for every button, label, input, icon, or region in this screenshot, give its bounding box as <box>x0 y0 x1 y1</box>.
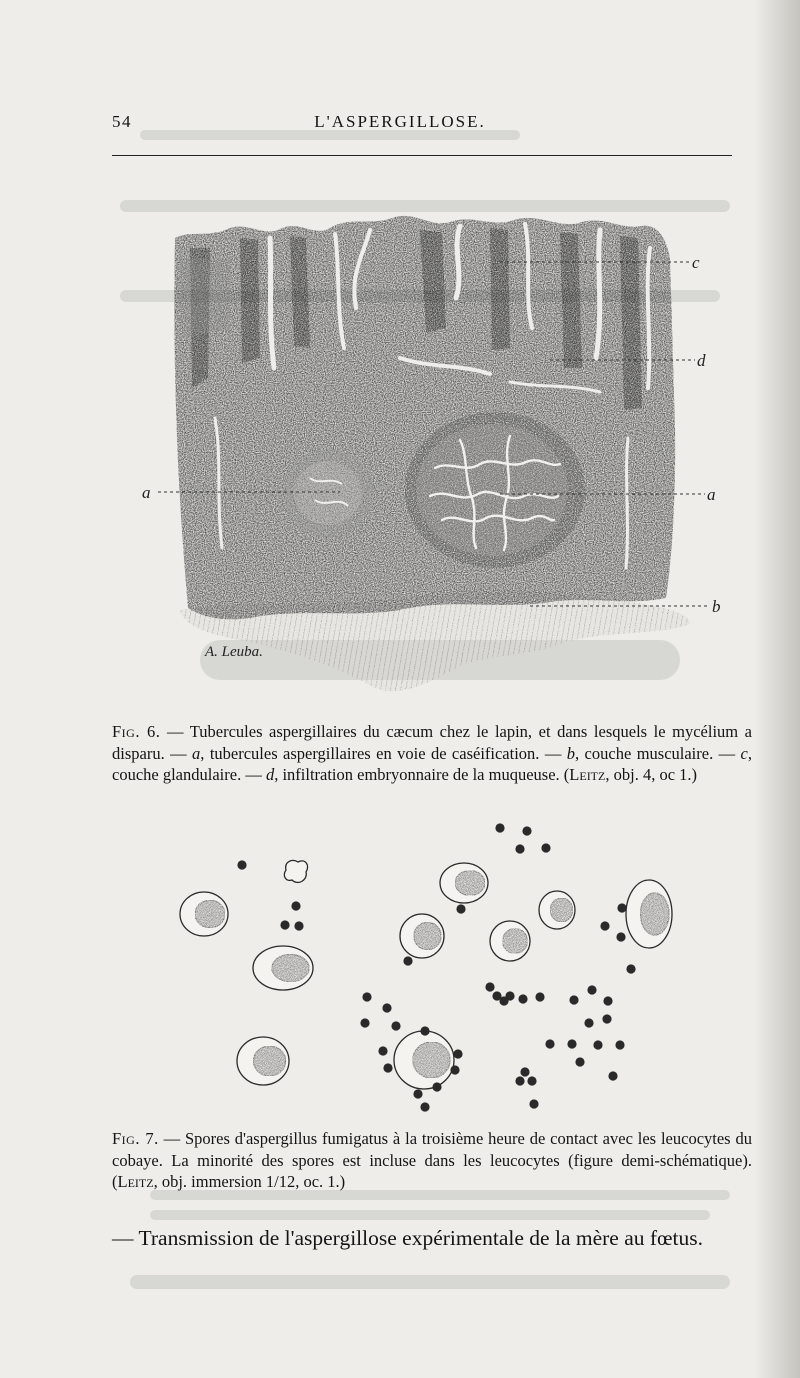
running-title: L'ASPERGILLOSE. <box>314 112 486 131</box>
spore <box>291 901 300 910</box>
leucocyte <box>237 1037 289 1085</box>
spore <box>616 932 625 941</box>
spore <box>294 921 303 930</box>
page-edge-shadow <box>754 0 800 1378</box>
spore <box>587 985 596 994</box>
spore <box>603 996 612 1005</box>
leucocyte <box>180 892 228 936</box>
spore <box>584 1018 593 1027</box>
fig6-label-a-left: a <box>142 483 151 502</box>
spore <box>593 1040 602 1049</box>
figure-7-illustration <box>160 818 720 1123</box>
spore <box>391 1021 400 1030</box>
leucocyte <box>440 863 488 903</box>
spore <box>499 996 508 1005</box>
spore <box>456 904 465 913</box>
spore <box>529 1099 538 1108</box>
leucocyte <box>490 921 530 961</box>
spore <box>535 992 544 1001</box>
spore <box>403 956 412 965</box>
figure-6-illustration <box>130 178 740 718</box>
empty-membrane <box>284 860 307 882</box>
spore <box>382 1003 391 1012</box>
figure-7-caption: Fig. 7. — Spores d'aspergillus fumigatus à la troisième heure de contact avec les leucocytes du cobaye. La minorité des spores est incluse dans les leucocytes (figure demi-schématique). (Leitz, obj. immersion 1/12, oc. 1.) <box>112 1129 752 1191</box>
fig6-label-b: b <box>712 597 721 616</box>
spore <box>567 1039 576 1048</box>
leucocyte <box>626 880 672 948</box>
spore <box>515 1076 524 1085</box>
figure-6-caption: Fig. 6. — Tubercules aspergillaires du cæcum chez le lapin, et dans lesquels le mycélium a disparu. — a, tubercules aspergillaires en voie de caséification. — b, couche musculaire. — c, couche glandulaire. — d, infiltration embryonnaire de la muqueuse. (Leitz, obj. 4, oc 1.) <box>112 722 753 784</box>
spore <box>378 1046 387 1055</box>
figure-6-label: Fig. 6. <box>112 722 161 741</box>
spore <box>515 844 524 853</box>
leucocyte <box>539 891 575 929</box>
spore <box>545 1039 554 1048</box>
page-number: 54 <box>112 112 132 131</box>
leucocyte <box>394 1031 454 1089</box>
spore <box>527 1076 536 1085</box>
spore <box>520 1067 529 1076</box>
spore <box>541 843 550 852</box>
section-heading: — Transmission de l'aspergillose expérimentale de la mère au fœtus. <box>112 1226 704 1250</box>
spore <box>450 1065 459 1074</box>
spore <box>522 826 531 835</box>
spore <box>602 1014 611 1023</box>
figure-7-label: Fig. 7. <box>112 1129 159 1148</box>
spore <box>362 992 371 1001</box>
spore <box>569 995 578 1004</box>
spore <box>495 823 504 832</box>
artist-signature: A. Leuba. <box>205 644 263 660</box>
spore <box>420 1026 429 1035</box>
fig6-label-d: d <box>697 351 706 370</box>
spore <box>413 1089 422 1098</box>
spore <box>237 860 246 869</box>
spore <box>600 921 609 930</box>
spore <box>420 1102 429 1111</box>
spore <box>453 1049 462 1058</box>
leucocyte <box>253 946 313 990</box>
spore <box>280 920 289 929</box>
leucocyte <box>400 914 444 958</box>
spore <box>485 982 494 991</box>
fig6-label-a-right: a <box>707 485 716 504</box>
spore <box>615 1040 624 1049</box>
spore <box>360 1018 369 1027</box>
spore <box>608 1071 617 1080</box>
spore <box>518 994 527 1003</box>
spore <box>617 903 626 912</box>
header-rule <box>112 155 732 156</box>
fig6-label-c: c <box>692 253 700 272</box>
spore <box>432 1082 441 1091</box>
spore <box>626 964 635 973</box>
spore <box>383 1063 392 1072</box>
spore <box>575 1057 584 1066</box>
